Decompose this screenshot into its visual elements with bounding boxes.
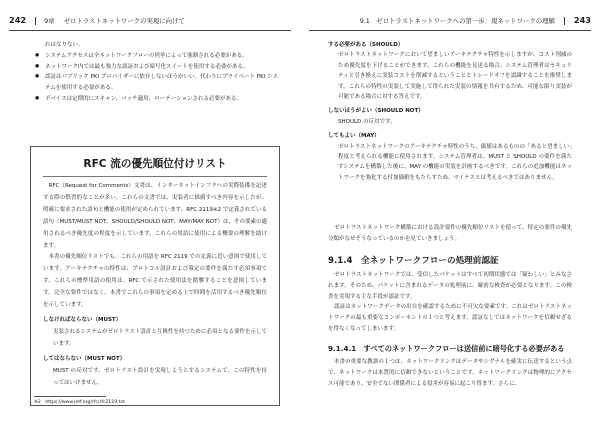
footnote: ※2 https://www.ietf.org/rfc/rfc2119.txt bbox=[34, 400, 125, 405]
term-should: する必要がある（SHOULD） bbox=[328, 42, 404, 48]
right-intro-block bbox=[328, 223, 572, 245]
section-paragraph: ゼロトラストネットワークでは、受信したパケットはすべて初期状態では「疑わしい」とみなされます。そのため、パケットに含まれるデータの処理前に、厳密な検査が必要となります。この検査を実現する主な手段が認証です。 bbox=[328, 272, 572, 300]
footnote-rule bbox=[34, 396, 106, 397]
right-header-rule bbox=[309, 30, 591, 31]
left-running-title: ゼロトラストネットワークの実現に向けて bbox=[63, 17, 185, 25]
box-body bbox=[43, 181, 267, 389]
term-may-description: ゼロトラストネットワークのアーキテクチャ特性のうち、価値はあるものの「あると望ましい」程度と考えられる機能に使用されます。システム管理者は、MUST と SHOULD の要件を満たすシステムを構築した後に、MAY の機能の実装を計画するべきです。これらの追加機能はネットワークを強化する付加価値をもたらすため、マイナスとは考えるべきではありません。 bbox=[338, 143, 572, 181]
term-should-description: ゼロトラストネットワークにおいて望ましいアーキテクチャ特性を示しますが、コスト削減のため優先度を下げることができます。これらの機能を見送る場合、システム管理者はセキュリティと引き換えに実装コストを削減するということとトレードオフを認識することを推奨します。これらの特性の実装して実施して得られた実装の情報を共有するため、可能な限り実装が可能である場合に対する答えです。 bbox=[338, 52, 572, 101]
box-paragraph: RFC（Request for Comments）文書は、インターネットインフラへの実際装備を記述する際の慣習的なことが多い。これらの文書では、実装者に推薦すべき内容を示したが、明確に要求された語句と機能の使用が定められています。RFC 2119※2 で定義されている語句（MUST/MUST NOT、SHOULD/SHOULD NOT、MAY/MAY NOT）は、その要素の適用されるべき優先度の程度を示しています。これらの用語に使用による概要の理解を助けます。 bbox=[43, 183, 267, 249]
term-should-not: しないほうがよい（SHOULD NOT） bbox=[328, 108, 424, 115]
list-item: ● システムアクセスは全ネットワークフローの列挙によって強制される必要がある。 bbox=[34, 51, 278, 62]
section-body bbox=[328, 270, 572, 335]
term-must-description: 実装されるシステムがゼロトラスト設計と互換性を持つために必須となる要件を示しています。 bbox=[53, 328, 267, 347]
list-item: ● 認証はパブリック PKI プロバイダーに依存しないほうがいい。代わりにプライベート PKI システムを使用する必要がある。 bbox=[34, 72, 278, 94]
left-chapter-label: 9章 bbox=[44, 17, 55, 25]
left-page-body bbox=[34, 40, 278, 105]
right-page-number: 243 bbox=[573, 15, 591, 25]
box-paragraph: 本書の優先順位リストでも、これらの用語を RFC 2119 での定義に近い意図で使用しています。アーキテクチャの特性は、プロトコル設計および策定の要件を満たす必須事項です。これらの標準用語の使用は、RFC で示された使用法を踏襲することを意図しています。完全な要件ではなく、本書でこれらの事項を定める上で時間を活用するべき優先順位を示しています。 bbox=[43, 254, 267, 309]
requirement-bullet-list bbox=[34, 51, 278, 105]
right-running-title: 9.1 ゼロトラストネットワークへの第一歩：現ネットワークの理解 bbox=[359, 17, 555, 25]
section-paragraph: 認証はネットワークデータの出自を確認するために不可欠な要素です。これはゼロトラストネットワークの最も重要なコンポーネントの１つと考えます。認証なしではネットワークを信頼せざるを得なくなってしまいます。 bbox=[328, 304, 572, 332]
term-must: しなければならない（MUST） bbox=[43, 316, 122, 323]
subsection-body bbox=[328, 357, 572, 389]
right-term-list bbox=[328, 40, 572, 183]
after-terms-paragraph: ゼロトラストネットワーク構築における設計要件の優先順位リストを使って、特定の要件の優先分類がなぜそうなっているのかを見ていきましょう。 bbox=[328, 225, 572, 242]
term-may: してもよい（MAY） bbox=[328, 133, 380, 140]
left-page-number: 242 bbox=[9, 15, 27, 25]
section-heading-9-1-4: 9.1.4 全ネットワークフローの処理前認証 bbox=[328, 256, 499, 266]
left-running-header bbox=[9, 12, 291, 28]
list-item: ● デバイスは定期的にスキャン、パッチ適用、ローテーションされる必要がある。 bbox=[34, 94, 278, 105]
subsection-paragraph: 本書の重要な教訓の１つは、ネットワークリンクはデータやシグナルを確実に伝送するという点で、ネットワークは本質的に信頼できないということです。ネットワークリンクは物理的にアクセス可能であり、安全でない関係者による侵害が容易に起こり得ます。さらに、 bbox=[328, 359, 572, 387]
term-should-not-description: SHOULD の反対です。 bbox=[338, 118, 396, 125]
rfc-priority-box bbox=[30, 146, 280, 406]
term-must-not: してはならない（MUST NOT） bbox=[43, 355, 126, 362]
box-title: RFC 流の優先順位付けリスト bbox=[83, 158, 227, 170]
left-header-rule bbox=[9, 30, 291, 31]
left-top-text: れはなりない。 bbox=[45, 42, 84, 48]
subsection-heading-9-1-4-1: 9.1.4.1 すべてのネットワークフローは送信前に暗号化する必要がある bbox=[328, 344, 565, 353]
right-running-header bbox=[309, 12, 591, 28]
list-item: ● ネットワーク内では最も強力な認証および暗号化スイートを使用する必要がある。 bbox=[34, 62, 278, 73]
term-must-not-description: MUST の反対です。ゼロトラスト設計を実現しようとするシステムで、この特性を持ってはいけません。 bbox=[53, 367, 267, 386]
box-title-rule bbox=[43, 176, 267, 177]
